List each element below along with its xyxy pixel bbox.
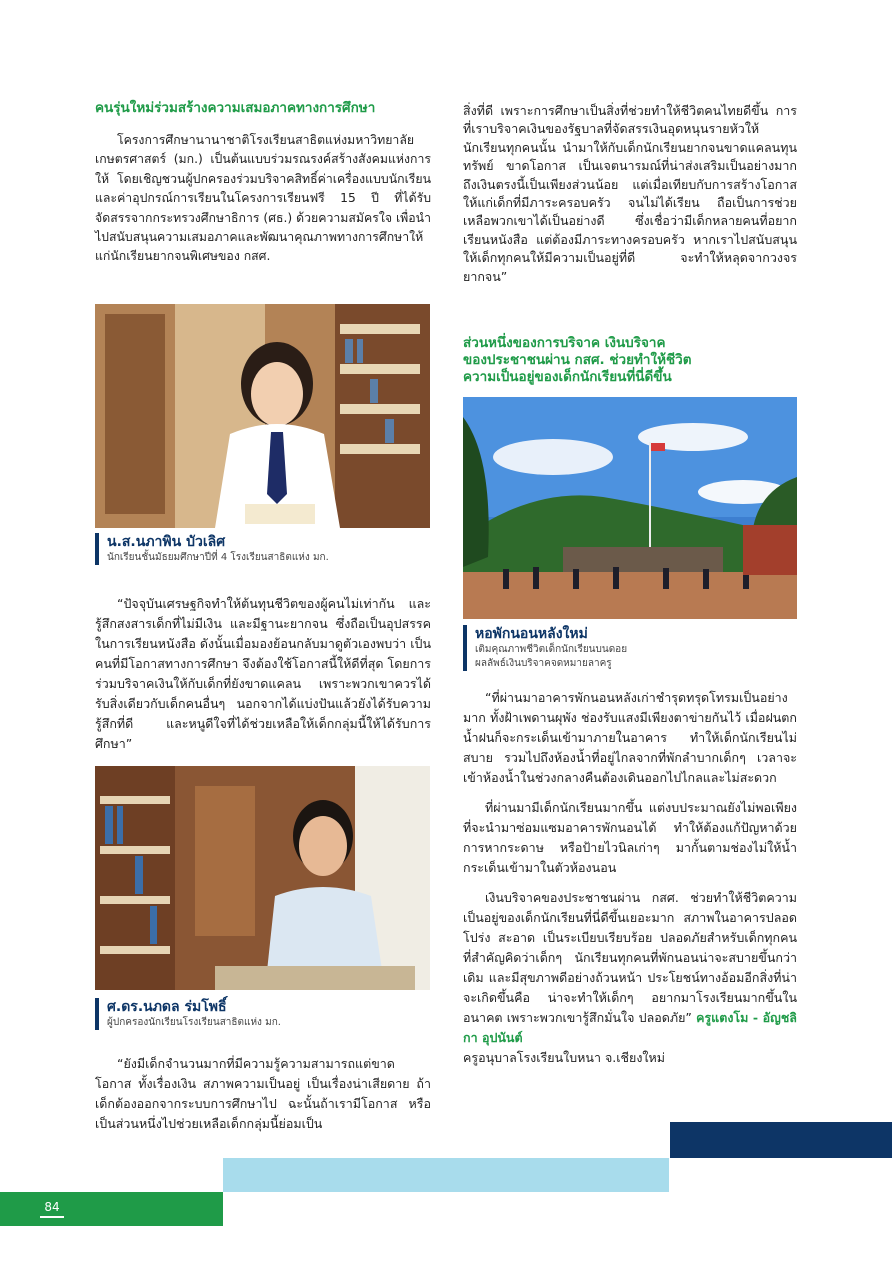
credit-role: ครูอนุบาลโรงเรียนใบหนา จ.เชียงใหม่ [463,1050,666,1065]
quote-student-text: “ปัจจุบันเศรษฐกิจทำให้ต้นทุนชีวิตของผู้คนไม่เท่ากัน และรู้สึกสงสารเด็กที่ไม่มีเงิน และมีฐานะยากจน ซึ่งถือเป็นอุปสรรคในการเรียนหนังสือ ดังนั้นเมื่อมองย้อนกลับมาดูตัวเองพบว่า เป็นคนที่มีโอกาสทางการศึกษา จึงต้องใช้โอกาสนี้ให้ดีที่สุด โดยการร่วมบริจาคเงินให้กับเด็กที่ยังขาดแคลน เพราะพวกเขาควรได้รับสิ่งเดียวกับเด็กคนอื่นๆ นอกจากได้แบ่งปันแล้วยังได้รับความรู้สึกที่ดี และหนูดีใจที่ได้ช่วยเหลือให้เด็กกลุ่มนี้ให้ได้รับการศึกษา” [95,596,431,751]
caption-parent-name: ศ.ดร.นภดล ร่มโพธิ์ [107,999,227,1015]
section-heading-left: คนรุ่นใหม่ร่วมสร้างความเสมอภาคทางการศึกษา [95,100,376,116]
navy-bar [670,1122,892,1158]
green-bar [0,1192,223,1226]
heading-right-line-3: ความเป็นอยู่ของเด็กนักเรียนที่นี่ดีขึ้น [463,369,672,385]
caption-parent [95,998,437,1030]
photo-dormitory [463,397,797,619]
right-paragraph-3 [463,888,797,1048]
heading-right-line-1: ส่วนหนึ่งของการบริจาค เงินบริจาค [463,335,666,351]
right-body [463,688,797,1068]
credit-name: ครูแตงโม - อัญชลิกา อุปนันต์ [463,1010,797,1045]
quote-parent [95,1054,431,1134]
intro-paragraph: โครงการศึกษานานาชาติโรงเรียนสาธิตแห่งมหาวิทยาลัยเกษตรศาสตร์ (มก.) เป็นต้นแบบร่วมรณรงค์สร้างสังคมแห่งการให้ โดยเชิญชวนผู้ปกครองร่วมบริจาคสิทธิ์ค่าเครื่องแบบนักเรียนและค่าอุปกรณ์การเรียนในโครงการเรียนฟรี 15 ปี ที่ได้รับจัดสรรจากกระทรวงศึกษาธิการ (ศธ.) ด้วยความสมัครใจ เพื่อนำไปสนับสนุนความเสมอภาคและพัฒนาคุณภาพทางการศึกษาให้แก่นักเรียนยากจนพิเศษของ กสศ. [95,133,431,264]
photo-student [95,304,430,528]
page-number: 84 [40,1200,64,1218]
right-paragraph-2: ที่ผ่านมามีเด็กนักเรียนมากขึ้น แต่งบประมาณยังไม่พอเพียงที่จะนำมาซ่อมแซมอาคารพักนอนได้ ทำให้ต้องแก้ปัญหาด้วยการหากระดาษ หรือป้ายไวนิลเก่าๆ มากั้นตามช่องไม่ให้น้ำกระเด็นเข้ามาในตัวห้องนอน [463,800,797,875]
caption-student-name: น.ส.นภาพิน บัวเลิศ [107,534,226,550]
caption-dormitory-role-1: เติมคุณภาพชีวิตเด็กนักเรียนบนดอย [475,644,628,655]
caption-student-role: นักเรียนชั้นมัธยมศึกษาปีที่ 4 โรงเรียนสาธิตแห่ง มก. [107,552,329,563]
right-continuation [463,102,797,286]
caption-dormitory-name: หอพักนอนหลังใหม่ [475,626,588,642]
caption-student [95,533,437,565]
photo-parent [95,766,430,990]
section-heading-right [463,335,797,386]
caption-dormitory [463,625,805,671]
left-column [95,100,431,267]
right-continuation-text: สิ่งที่ดี เพราะการศึกษาเป็นสิ่งที่ช่วยทำให้ชีวิตคนไทยดีขึ้น การที่เราบริจาคเงินของรัฐบาลที่จัดสรรเงินอุดหนุนรายหัวให้นักเรียนทุกคนนั้น นำมาให้กับเด็กนักเรียนยากจนขาดแคลนทุนทรัพย์ ขาดโอกาส เป็นเจตนารมณ์ที่น่าส่งเสริมเป็นอย่างมาก ถึงเงินตรงนี้เป็นเพียงส่วนน้อย แต่เมื่อเทียบกับการสร้างโอกาสให้แก่เด็กที่มีภาระครอบครัว จนไม่ได้เรียน ถือเป็นการช่วยเหลือพวกเขาได้เป็นอย่างดี ซึ่งเชื่อว่ามีเด็กหลายคนที่อยากเรียนหนังสือ แต่ต้องมีภาระทางครอบครัว หากเราไปสนับสนุนให้เด็กทุกคนให้มีความเป็นอยู่ที่ดี จะทำให้หลุดจากวงจรยากจน” [463,103,797,284]
light-blue-bar [223,1158,669,1192]
right-paragraph-3-text: เงินบริจาคของประชาชนผ่าน กสศ. ช่วยทำให้ชีวิตความเป็นอยู่ของเด็กนักเรียนที่นี่ดีขึ้นเยอะมาก สภาพในอาคารปลอดโปร่ง สะอาด เป็นระเบียบเรียบร้อย ปลอดภัยสำหรับเด็กทุกคน ที่สำคัญคิดว่าเด็กๆ นักเรียนทุกคนที่พักนอนน่าจะสบายขึ้นกว่าเดิม และมีสุขภาพดีอย่างถ้วนหน้า ประโยชน์ทางอ้อมอีกสิ่งที่น่าจะเกิดขึ้นคือ น่าจะทำให้เด็กๆ อยากมาโรงเรียนมากขึ้นในอนาคต เพราะพวกเขารู้สึกมั่นใจ ปลอดภัย” [463,890,797,1025]
caption-dormitory-role-2: ผลลัพธ์เงินบริจาคจดหมายลาครู [475,658,612,669]
heading-right-line-2: ของประชาชนผ่าน กสศ. ช่วยทำให้ชีวิต [463,352,692,368]
right-paragraph-1: “ที่ผ่านมาอาคารพักนอนหลังเก่าชำรุดทรุดโทรมเป็นอย่างมาก ทั้งฝ้าเพดานผุพัง ช่องรับแสงมีเพียงตาข่ายกันไว้ เมื่อฝนตก น้ำฝนก็จะกระเด็นเข้ามาภายในอาคาร ทำให้เด็กนักเรียนไม่สบาย รวมไปถึงห้องน้ำที่อยู่ไกลจากที่พักลำบากเด็กๆ เวลาจะเข้าห้องน้ำในช่วงกลางคืนต้องเดินออกไปไกลและไม่สะดวก [463,690,797,785]
quote-student [95,594,431,754]
quote-parent-text: “ยังมีเด็กจำนวนมากที่มีความรู้ความสามารถแต่ขาดโอกาส ทั้งเรื่องเงิน สภาพความเป็นอยู่ เป็นเรื่องน่าเสียดาย ถ้าเด็กต้องออกจากระบบการศึกษาไป ฉะนั้นถ้าเรามีโอกาส หรือเป็นส่วนหนึ่งไปช่วยเหลือเด็กกลุ่มนี้ย่อมเป็น [95,1056,431,1131]
caption-parent-role: ผู้ปกครองนักเรียนโรงเรียนสาธิตแห่ง มก. [107,1017,281,1028]
